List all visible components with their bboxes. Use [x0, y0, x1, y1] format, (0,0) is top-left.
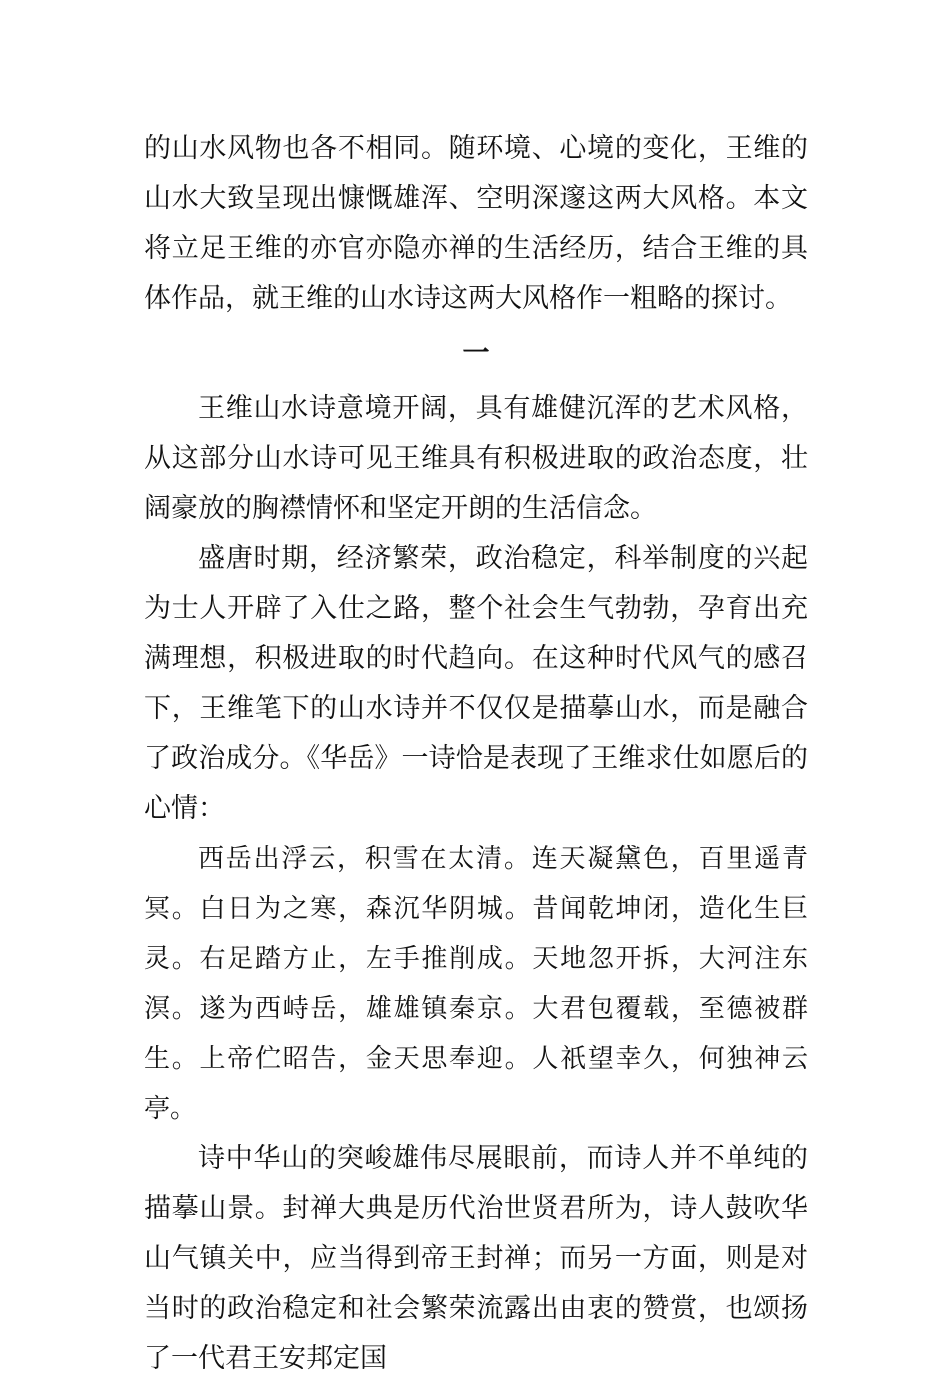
paragraph-intro-continuation: 的山水风物也各不相同。随环境、心境的变化，王维的山水大致呈现出慷慨雄浑、空明深邃这两大风格。本文将立足王维的亦官亦隐亦禅的生活经历，结合王维的具体作品，就王维的山水诗这两大风格作一粗略的探讨。 — [144, 133, 808, 314]
paragraph-historical-context: 盛唐时期，经济繁荣，政治稳定，科举制度的兴起为士人开辟了入仕之路，整个社会生气勃勃，孕育出充满理想，积极进取的时代趋向。在这种时代风气的感召下，王维笔下的山水诗并不仅仅是描摹山水，而是融合了政治成分。《华岳》一诗恰是表现了王维求仕如愿后的心情： — [144, 543, 808, 824]
document-page — [144, 124, 808, 1384]
paragraph-style-overview: 王维山水诗意境开阔，具有雄健沉浑的艺术风格，从这部分山水诗可见王维具有积极进取的政治态度，壮阔豪放的胸襟情怀和坚定开朗的生活信念。 — [144, 393, 808, 524]
section-heading-one: 一 — [462, 338, 490, 369]
paragraph-poem-analysis: 诗中华山的突峻雄伟尽展眼前，而诗人并不单纯的描摹山景。封禅大典是历代治世贤君所为，诗人鼓吹华山气镇关中，应当得到帝王封禅；而另一方面，则是对当时的政治稳定和社会繁荣流露出由衷的赞赏，也颂扬了一代君王安邦定国 — [144, 1143, 808, 1374]
poem-huayue: 西岳出浮云，积雪在太清。连天凝黛色，百里遥青冥。白日为之寒，森沉华阴城。昔闻乾坤闭，造化生巨灵。右足踏方止，左手推削成。天地忽开拆，大河注东溟。遂为西峙岳，雄雄镇秦京。大君包覆载，至德被群生。上帝伫昭告，金天思奉迎。人祇望幸久，何独神云亭。 — [144, 844, 808, 1124]
